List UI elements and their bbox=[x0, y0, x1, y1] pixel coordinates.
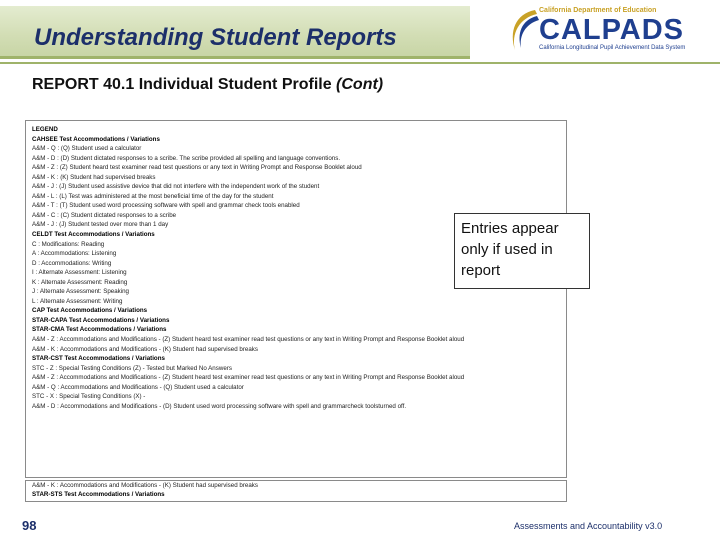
calpads-logo bbox=[505, 4, 715, 56]
logo-agency: California Department of Education bbox=[539, 7, 657, 14]
legend-item: A&M - D : Accommodations and Modifications - (D) Student used word processing software with spell and grammarcheck toolsturned off. bbox=[32, 402, 407, 410]
legend-section-header: STAR-STS Test Accommodations / Variations bbox=[32, 491, 165, 498]
logo-swoosh-icon bbox=[505, 4, 541, 56]
logo-wordmark: CALPADS bbox=[539, 14, 685, 46]
legend-item: A&M - K : Accommodations and Modifications - (K) Student had supervised breaks bbox=[32, 345, 258, 353]
subtitle-cont: (Cont) bbox=[336, 76, 384, 93]
legend-item: C : Modifications: Reading bbox=[32, 240, 105, 248]
callout-note: Entries appear only if used in report bbox=[454, 213, 590, 289]
legend-item: A&M - C : (C) Student dictated responses to a scribe bbox=[32, 211, 177, 219]
legend-panel-continued bbox=[25, 480, 567, 502]
logo-tagline: California Longitudinal Pupil Achievement Data System bbox=[539, 45, 686, 51]
legend-item: A&M - L : (L) Test was administered at the most beneficial time of the day for the student bbox=[32, 192, 274, 200]
legend-item: A&M - Z : (Z) Student heard test examiner read test questions or any text in Writing Prompt and Response Booklet aloud bbox=[32, 164, 362, 172]
legend-item: D : Accommodations: Writing bbox=[32, 259, 112, 267]
legend-item: J : Alternate Assessment: Speaking bbox=[32, 288, 129, 296]
title-bar bbox=[0, 6, 470, 59]
legend-section-header: LEGEND bbox=[32, 126, 58, 133]
legend-item: STC - Z : Special Testing Conditions (Z) - Tested but Marked No Answers bbox=[32, 364, 232, 372]
legend-item: A&M - Q : (Q) Student used a calculator bbox=[32, 145, 142, 153]
legend-item: L : Alternate Assessment: Writing bbox=[32, 297, 123, 305]
legend-item: A&M - Z : Accommodations and Modifications - (Z) Student heard test examiner read test questions or any text in Writing Prompt and Response Booklet aloud bbox=[32, 374, 465, 382]
legend-item: A&M - J : (J) Student used assistive device that did not interfere with the independent work of the student bbox=[32, 183, 320, 191]
legend-section-header: STAR-CST Test Accommodations / Variations bbox=[32, 355, 165, 363]
legend-section-header: STAR-CMA Test Accommodations / Variations bbox=[32, 326, 167, 334]
legend-item: A&M - K : Accommodations and Modifications - (K) Student had supervised breaks bbox=[32, 482, 258, 489]
legend-item: I : Alternate Assessment: Listening bbox=[32, 269, 127, 277]
legend-item: A&M - Q : Accommodations and Modifications - (Q) Student used a calculator bbox=[32, 383, 244, 391]
legend-item: A&M - Z : Accommodations and Modifications - (Z) Student heard test examiner read test questions or any text in Writing Prompt and Response Booklet aloud bbox=[32, 336, 465, 344]
header-divider bbox=[0, 62, 720, 64]
subtitle-main: REPORT 40.1 Individual Student Profile bbox=[32, 76, 337, 93]
legend-panel bbox=[25, 120, 567, 478]
legend-section-header: CELDT Test Accommodations / Variations bbox=[32, 231, 155, 239]
report-subtitle bbox=[32, 76, 383, 94]
legend-item: A&M - K : (K) Student had supervised breaks bbox=[32, 173, 156, 181]
legend-item: A&M - D : (D) Student dictated responses to a scribe. The scribe provided all spelling and language conventions. bbox=[32, 154, 341, 162]
legend-item: A&M - T : (T) Student used word processing software with spell and grammar check tools enabled bbox=[32, 202, 300, 210]
legend-item: A&M - J : (J) Student tested over more than 1 day bbox=[32, 221, 169, 229]
legend-section-header: CAP Test Accommodations / Variations bbox=[32, 307, 148, 315]
footer-credit: Assessments and Accountability v3.0 bbox=[514, 521, 663, 531]
legend-item: STC - X : Special Testing Conditions (X) - bbox=[32, 393, 146, 401]
legend-section-header: CAHSEE Test Accommodations / Variations bbox=[32, 135, 160, 143]
page-title: Understanding Student Reports bbox=[34, 24, 397, 51]
page-number: 98 bbox=[22, 518, 37, 533]
legend-section-header: STAR-CAPA Test Accommodations / Variations bbox=[32, 316, 170, 324]
legend-item: K : Alternate Assessment: Reading bbox=[32, 278, 128, 286]
legend-list-continued bbox=[26, 481, 566, 499]
legend-item: A : Accommodations: Listening bbox=[32, 250, 117, 258]
header bbox=[0, 0, 720, 60]
